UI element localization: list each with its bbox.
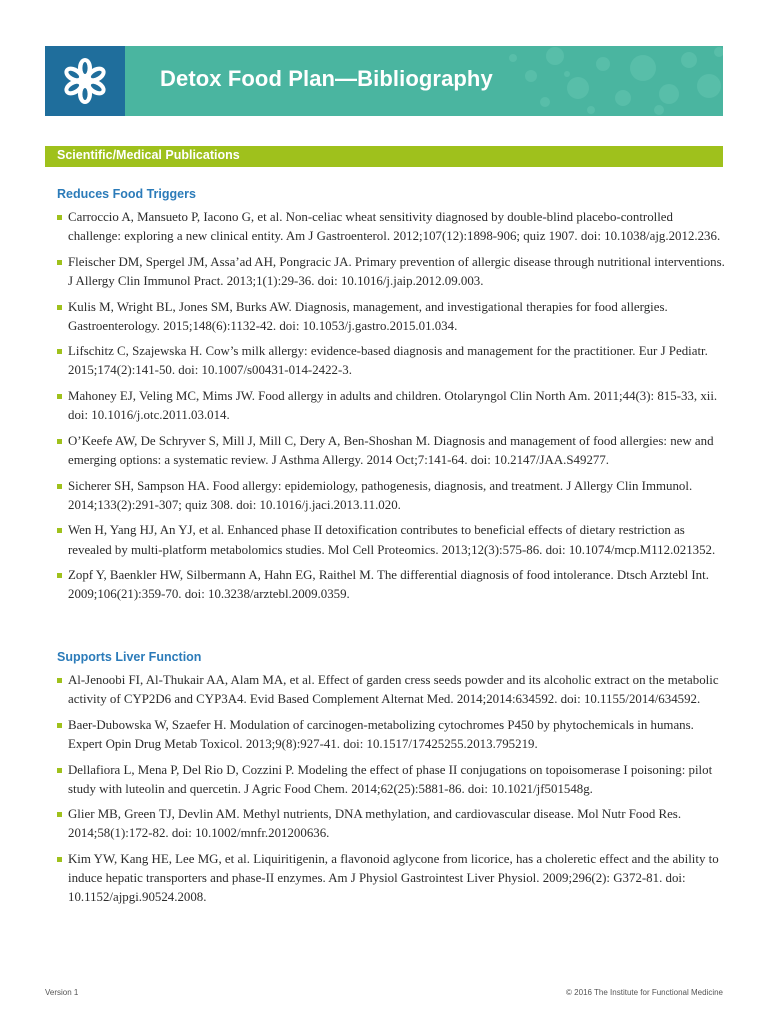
reference-item: Zopf Y, Baenkler HW, Silbermann A, Hahn EG, Raithel M. The differential diagnosis of food intolerance. Dtsch Arztebl Int. 2009;106(21):359-70. doi: 10.3238/arztebl.2009.0359.: [57, 566, 727, 604]
group-heading-liver-function: Supports Liver Function: [57, 650, 202, 664]
copyright-notice: © 2016 The Institute for Functional Medicine: [566, 988, 723, 997]
reference-item: Kim YW, Kang HE, Lee MG, et al. Liquiritigenin, a flavonoid aglycone from licorice, has a choleretic effect and the ability to induce hepatic transporters and phase-II enzymes. Am J Physiol Gastrointest Liver Physiol. 2009;296(2): G372-81. doi: 10.1152/ajpgi.90524.2008.: [57, 850, 727, 907]
bullet-icon: [57, 484, 62, 489]
logo: [45, 46, 125, 116]
reference-item: Sicherer SH, Sampson HA. Food allergy: epidemiology, pathogenesis, diagnosis, and treatment. J Allergy Clin Immunol. 2014;133(2):291-307; quiz 308. doi: 10.1016/j.jaci.2013.11.020.: [57, 477, 727, 515]
reference-item: Glier MB, Green TJ, Devlin AM. Methyl nutrients, DNA methylation, and cardiovascular disease. Mol Nutr Food Res. 2014;58(1):172-82. doi: 10.1002/mnfr.201200636.: [57, 805, 727, 843]
reference-item: O’Keefe AW, De Schryver S, Mill J, Mill C, Dery A, Ben-Shoshan M. Diagnosis and management of food allergies: new and emerging options: a systematic review. J Asthma Allergy. 2014 Oct;7:141-64. doi: 10.2147/JAA.S49277.: [57, 432, 727, 470]
bullet-icon: [57, 260, 62, 265]
bullet-icon: [57, 812, 62, 817]
reference-list-liver-function: [57, 671, 727, 914]
reference-list-food-triggers: [57, 208, 727, 611]
reference-item: Carroccio A, Mansueto P, Iacono G, et al. Non-celiac wheat sensitivity diagnosed by double-blind placebo-controlled challenge: exploring a new clinical entity. Am J Gastroenterol. 2012;107(12):1898-906; quiz 1907. doi: 10.1038/ajg.2012.236.: [57, 208, 727, 246]
reference-item: Mahoney EJ, Veling MC, Mims JW. Food allergy in adults and children. Otolaryngol Clin North Am. 2011;44(3): 815-33, xii. doi: 10.1016/j.otc.2011.03.014.: [57, 387, 727, 425]
flower-logo-icon: [58, 54, 112, 108]
bullet-icon: [57, 439, 62, 444]
bullet-icon: [57, 394, 62, 399]
bullet-icon: [57, 305, 62, 310]
group-heading-food-triggers: Reduces Food Triggers: [57, 187, 196, 201]
reference-item: Wen H, Yang HJ, An YJ, et al. Enhanced phase II detoxification contributes to beneficial effects of dietary restriction as revealed by multi-platform metabolomics studies. Mol Cell Proteomics. 2013;12(3):575-86. doi: 10.1074/mcp.M112.021352.: [57, 521, 727, 559]
bullet-icon: [57, 857, 62, 862]
bullet-icon: [57, 528, 62, 533]
section-bar: [45, 146, 723, 167]
reference-item: Fleischer DM, Spergel JM, Assa’ad AH, Pongracic JA. Primary prevention of allergic disease through nutritional interventions. J Allergy Clin Immunol Pract. 2013;1(1):29-36. doi: 10.1016/j.jaip.2012.09.003.: [57, 253, 727, 291]
reference-item: Lifschitz C, Szajewska H. Cow’s milk allergy: evidence-based diagnosis and management for the practitioner. Eur J Pediatr. 2015;174(2):141-50. doi: 10.1007/s00431-014-2422-3.: [57, 342, 727, 380]
decorative-circles: [483, 46, 723, 116]
bullet-icon: [57, 768, 62, 773]
page-title: Detox Food Plan—Bibliography: [160, 66, 493, 91]
reference-item: Kulis M, Wright BL, Jones SM, Burks AW. Diagnosis, management, and investigational therapies for food allergies. Gastroenterology. 2015;148(6):1132-42. doi: 10.1053/j.gastro.2015.01.034.: [57, 298, 727, 336]
bullet-icon: [57, 573, 62, 578]
reference-item: Al-Jenoobi FI, Al-Thukair AA, Alam MA, et al. Effect of garden cress seeds powder and its alcoholic extract on the metabolic activity of CYP2D6 and CYP3A4. Evid Based Complement Alternat Med. 2014;2014:634592. doi: 10.1155/2014/634592.: [57, 671, 727, 709]
bullet-icon: [57, 678, 62, 683]
section-label: Scientific/Medical Publications: [57, 148, 240, 162]
reference-item: Baer-Dubowska W, Szaefer H. Modulation of carcinogen-metabolizing cytochromes P450 by phytochemicals in humans. Expert Opin Drug Metab Toxicol. 2013;9(8):927-41. doi: 10.1517/17425255.2013.795219.: [57, 716, 727, 754]
bullet-icon: [57, 349, 62, 354]
reference-item: Dellafiora L, Mena P, Del Rio D, Cozzini P. Modeling the effect of phase II conjugations on topoisomerase I poisoning: pilot study with luteolin and quercetin. J Agric Food Chem. 2014;62(25):5881-86. doi: 10.1021/jf501548g.: [57, 761, 727, 799]
bullet-icon: [57, 723, 62, 728]
bullet-icon: [57, 215, 62, 220]
version-label: Version 1: [45, 988, 79, 997]
header-banner: [45, 46, 723, 116]
